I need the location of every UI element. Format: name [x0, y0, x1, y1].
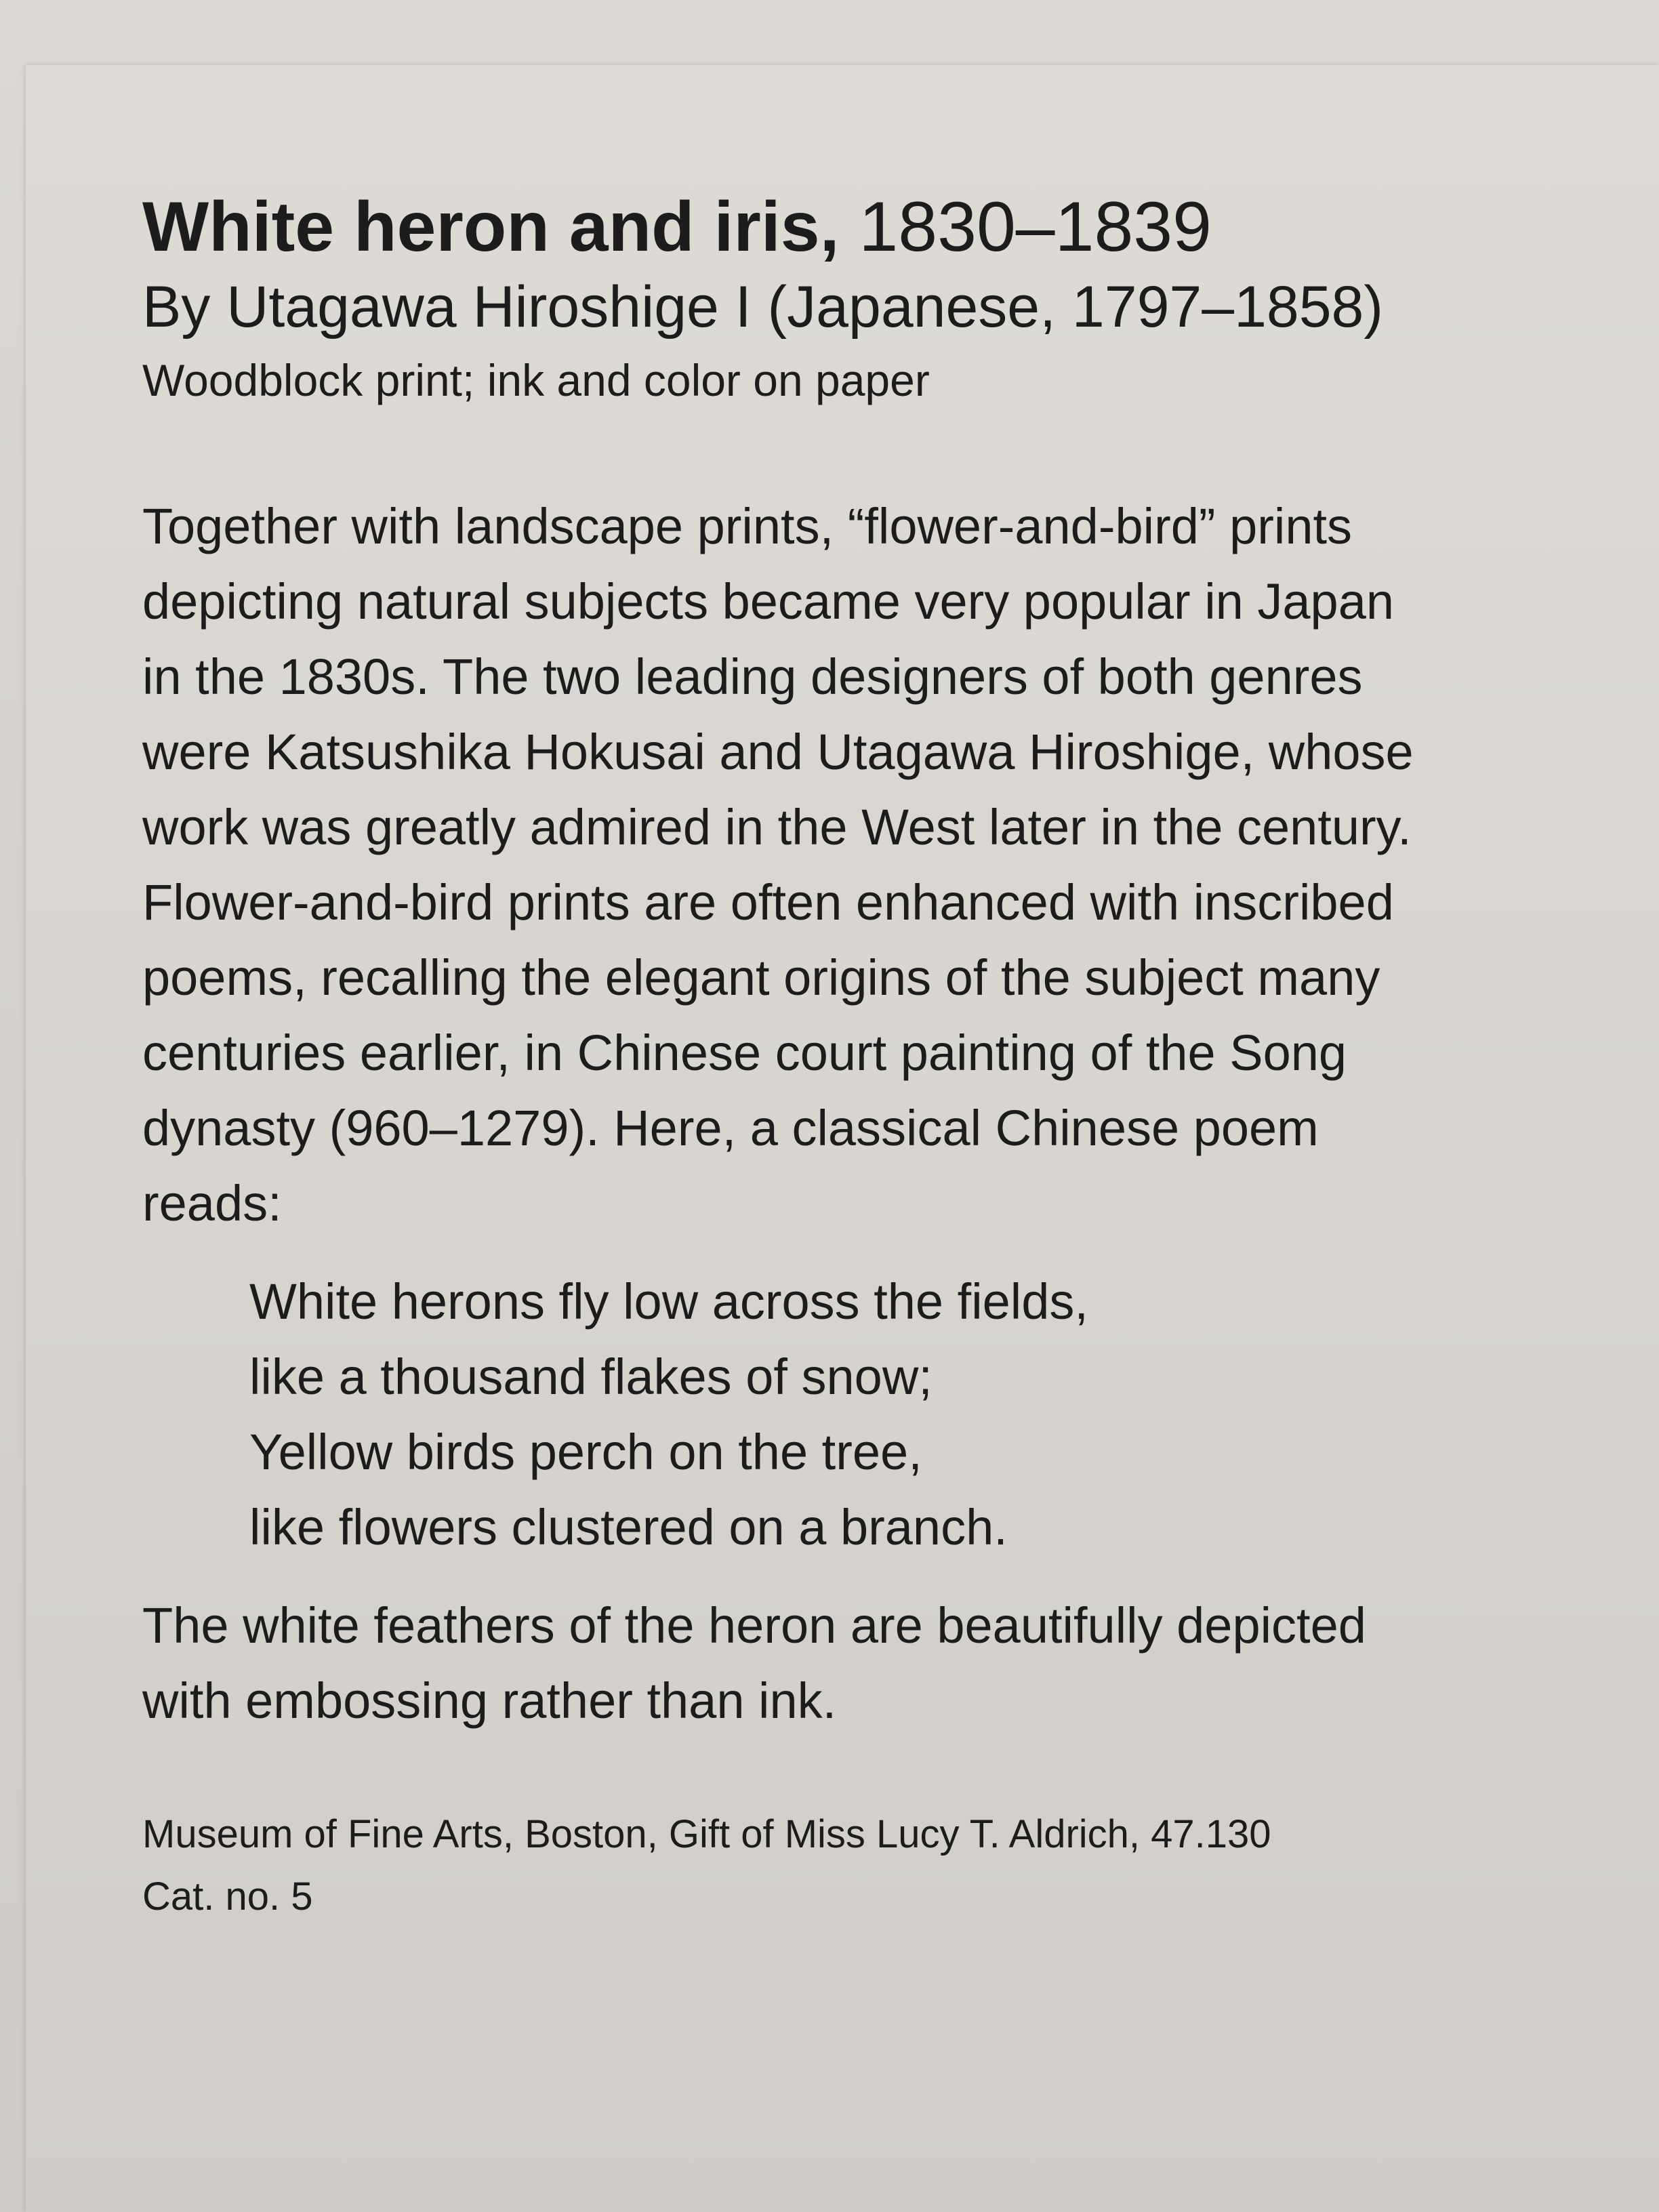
artist-line: By Utagawa Hiroshige I (Japanese, 1797–1858)	[142, 274, 1384, 340]
medium-line: Woodblock print; ink and color on paper	[142, 355, 930, 405]
label-content	[142, 186, 1599, 1928]
description-paragraph: Together with landscape prints, “flower-and-bird” prints depicting natural subjects became very popular in Japan in the 1830s. The two leading designers of both genres were Katsushika Hokusai and Utagawa Hiroshige, whose work was greatly admired in the West later in the century. Flower-and-bird prints are often enhanced with inscribed poems, recalling the elegant origins of the subject many centuries earlier, in Chinese court painting of the Song dynasty (960–1279). Here, a classical Chinese poem reads:	[142, 498, 1414, 1231]
title-line	[142, 186, 1599, 268]
credit-line: Museum of Fine Arts, Boston, Gift of Miss Lucy T. Aldrich, 47.130 Cat. no. 5	[142, 1812, 1271, 1919]
artwork-title: White heron and iris,	[142, 188, 840, 266]
poem-block: White herons fly low across the fields, like a thousand flakes of snow; Yellow birds perch on the tree, like flowers clustered on a branch.	[249, 1273, 1088, 1555]
artwork-date: 1830–1839	[839, 188, 1212, 266]
closing-paragraph: The white feathers of the heron are beautifully depicted with embossing rather than ink.	[142, 1597, 1366, 1729]
